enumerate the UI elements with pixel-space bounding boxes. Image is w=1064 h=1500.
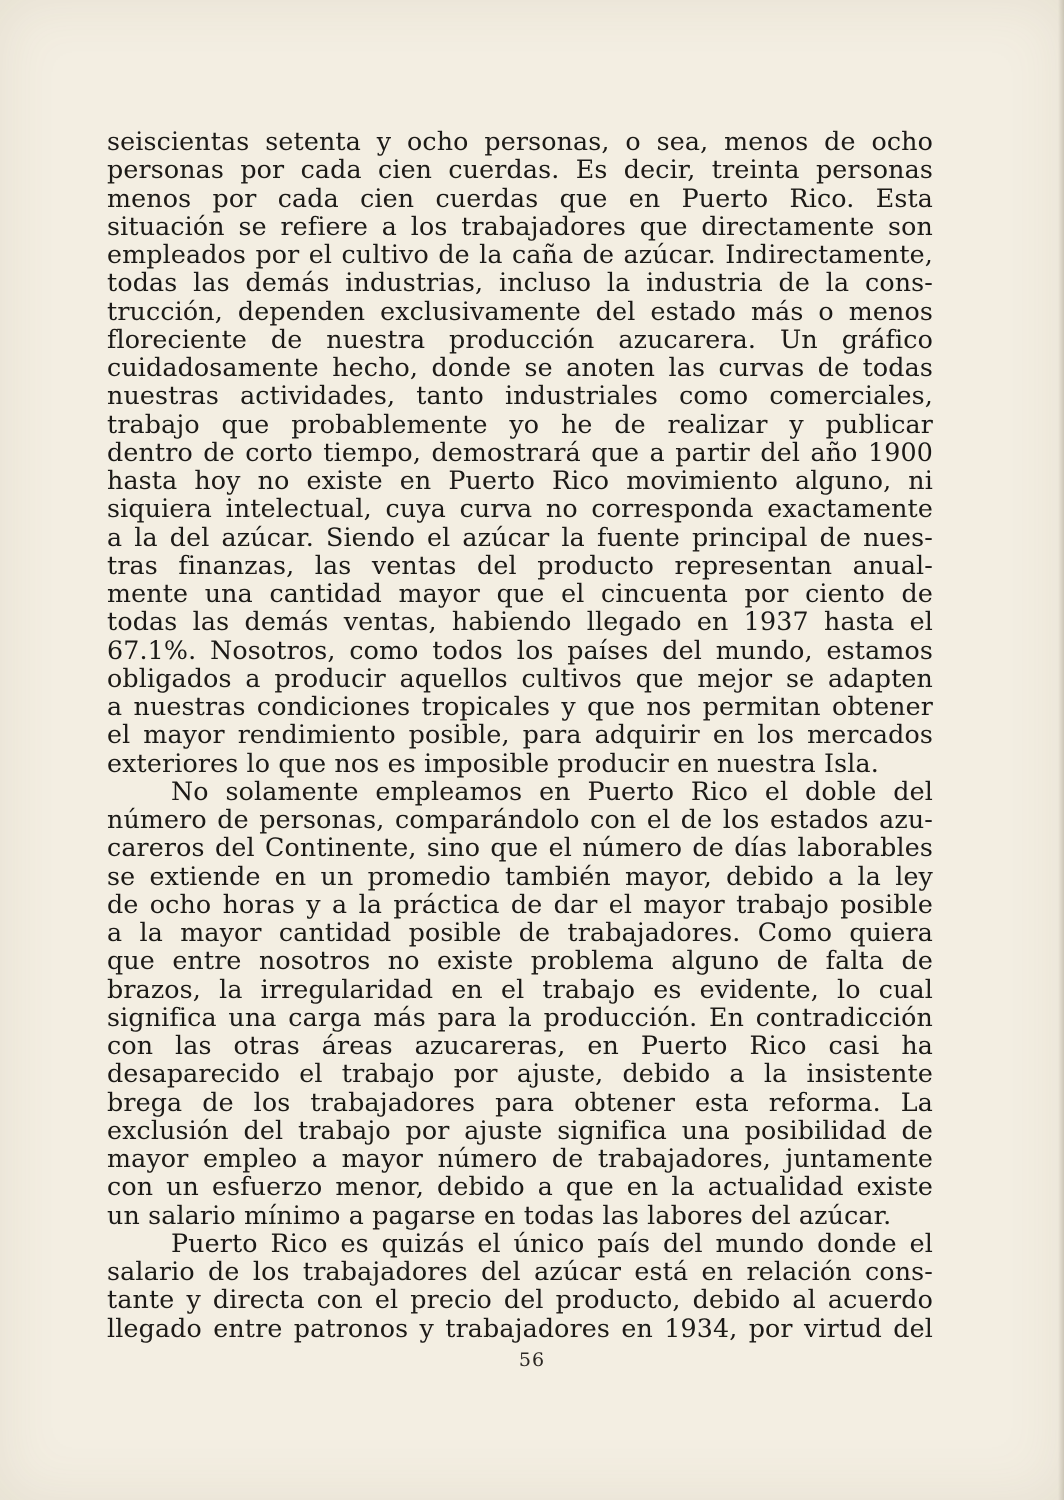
text-line: con las otras áreas azucareras, en Puerto Rico casi ha xyxy=(107,1031,933,1060)
text-line: situación se refiere a los trabajadores que directamente son xyxy=(107,211,933,241)
text-line: careros del Continente, sino que el número de días laborables xyxy=(107,833,933,863)
text-line: el mayor rendimiento posible, para adquirir en los mercados xyxy=(107,720,933,750)
text-line: un salario mínimo a pagarse en todas las labores del azúcar. xyxy=(107,1200,892,1230)
text-line: mayor empleo a mayor número de trabajadores, juntamente xyxy=(107,1144,933,1173)
text-line: dentro de corto tiempo, demostrará que a partir del año 1900 xyxy=(107,437,933,467)
text-line: se extiende en un promedio también mayor, debido a la ley xyxy=(107,861,933,891)
text-line: todas las demás industrias, incluso la industria de la cons- xyxy=(107,268,933,298)
text-line: 67.1%. Nosotros, como todos los países del mundo, estamos xyxy=(107,635,933,665)
text-line: a nuestras condiciones tropicales y que nos permitan obtener xyxy=(107,692,933,721)
text-line: personas por cada cien cuerdas. Es decir, treinta personas xyxy=(107,155,933,185)
paragraph xyxy=(107,1230,933,1343)
text-line: trucción, dependen exclusivamente del estado más o menos xyxy=(107,296,933,326)
text-line: con un esfuerzo menor, debido a que en la actualidad existe xyxy=(107,1172,933,1202)
text-line: seiscientas setenta y ocho personas, o sea, menos de ocho xyxy=(107,127,933,156)
text-line: menos por cada cien cuerdas que en Puerto Rico. Esta xyxy=(107,183,933,213)
paragraph xyxy=(107,128,933,778)
page-edge-shadow xyxy=(1058,0,1064,1500)
text-line: a la del azúcar. Siendo el azúcar la fuente principal de nues- xyxy=(107,522,933,552)
text-line: número de personas, comparándolo con el de los estados azu- xyxy=(107,805,933,834)
text-line: salario de los trabajadores del azúcar está en relación cons- xyxy=(107,1257,933,1286)
paragraph xyxy=(107,778,933,1230)
text-line: llegado entre patronos y trabajadores en 1934, por virtud del xyxy=(107,1313,933,1343)
text-line: siquiera intelectual, cuya curva no corresponda exactamente xyxy=(107,494,933,524)
text-line: Puerto Rico es quizás el único país del mundo donde el xyxy=(171,1228,933,1258)
text-line: brazos, la irregularidad en el trabajo es evidente, lo cual xyxy=(107,974,933,1004)
text-line: floreciente de nuestra producción azucarera. Un gráfico xyxy=(107,324,933,354)
text-line: significa una carga más para la producción. En contradicción xyxy=(107,1002,933,1032)
text-line: tante y directa con el precio del producto, debido al acuerdo xyxy=(107,1285,933,1315)
text-line: tras finanzas, las ventas del producto representan anual- xyxy=(107,550,933,580)
text-line: trabajo que probablemente yo he de realizar y publicar xyxy=(107,409,933,439)
text-line: obligados a producir aquellos cultivos que mejor se adapten xyxy=(107,663,933,693)
text-line: hasta hoy no existe en Puerto Rico movimiento alguno, ni xyxy=(107,466,933,495)
text-line: empleados por el cultivo de la caña de azúcar. Indirectamente, xyxy=(107,240,933,269)
text-line: todas las demás ventas, habiendo llegado en 1937 hasta el xyxy=(107,607,933,637)
text-line: desaparecido el trabajo por ajuste, debido a la insistente xyxy=(107,1059,933,1089)
page-number: 56 xyxy=(518,1349,546,1371)
text-line: No solamente empleamos en Puerto Rico el doble del xyxy=(171,776,933,806)
text-line: mente una cantidad mayor que el cincuenta por ciento de xyxy=(107,579,933,608)
text-line: nuestras actividades, tanto industriales como comerciales, xyxy=(107,381,933,411)
text-line: exteriores lo que nos es imposible producir en nuestra Isla. xyxy=(107,748,879,778)
text-line: brega de los trabajadores para obtener esta reforma. La xyxy=(107,1087,933,1117)
text-line: exclusión del trabajo por ajuste significa una posibilidad de xyxy=(107,1115,933,1145)
text-line: cuidadosamente hecho, donde se anoten las curvas de todas xyxy=(107,353,933,382)
text-line: de ocho horas y a la práctica de dar el mayor trabajo posible xyxy=(107,889,933,919)
text-line: a la mayor cantidad posible de trabajadores. Como quiera xyxy=(107,918,933,947)
text-line: que entre nosotros no existe problema alguno de falta de xyxy=(107,946,933,976)
body-text xyxy=(107,128,933,1343)
